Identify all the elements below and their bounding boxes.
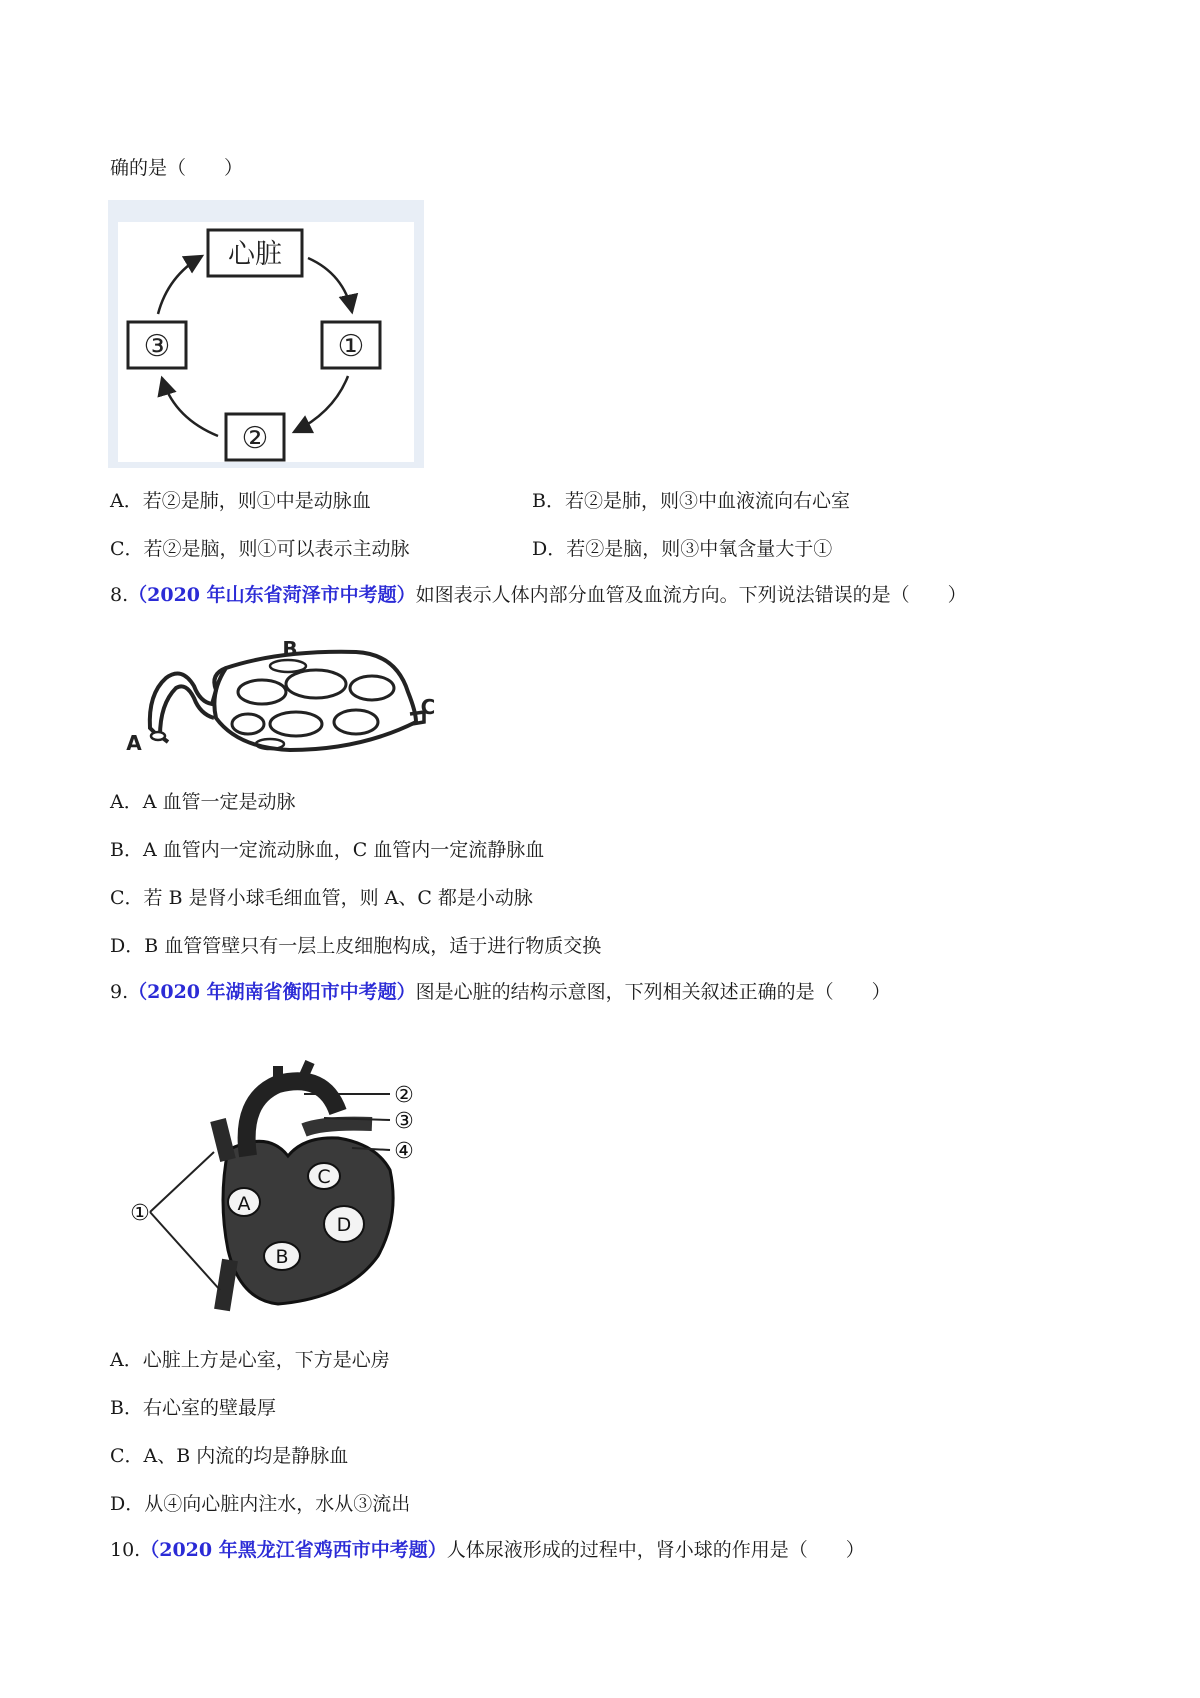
q9-option-d: D．从④向心脏内注水，水从③流出	[110, 1493, 411, 1515]
q9-label-d: D	[336, 1214, 352, 1236]
q9-option-b: B．右心室的壁最厚	[110, 1397, 276, 1419]
q9-num-2: ②	[394, 1083, 414, 1108]
q9-option-c: C．A、B 内流的均是静脉血	[110, 1445, 349, 1467]
q7-option-c: C．若②是脑，则①可以表示主动脉	[110, 538, 410, 560]
q8-stem	[110, 581, 967, 609]
q9-label-c: C	[317, 1166, 331, 1188]
q7-option-a: A．若②是肺，则①中是动脉血	[110, 490, 371, 512]
q8-option-a: A．A 血管一定是动脉	[110, 791, 296, 813]
q8-source: （2020 年山东省菏泽市中考题）	[128, 584, 416, 606]
q8-label-b: B	[282, 637, 298, 661]
q10-stem-text: 人体尿液形成的过程中，肾小球的作用是（ ）	[446, 1539, 865, 1561]
q10-source: （2020 年黑龙江省鸡西市中考题）	[140, 1539, 447, 1561]
q9-number: 9.	[110, 981, 129, 1003]
q8-option-c: C．若 B 是肾小球毛细血管，则 A、C 都是小动脉	[110, 887, 533, 909]
q8-vessel-figure	[120, 632, 440, 760]
q8-number: 8.	[110, 584, 129, 606]
q7-heart-label: 心脏	[228, 239, 282, 270]
q8-label-c: C	[420, 695, 436, 719]
q7-node-1: ①	[337, 329, 365, 364]
q7-node-3: ③	[143, 329, 171, 364]
q7-option-d: D．若②是脑，则③中氧含量大于①	[532, 538, 833, 560]
q9-heart-figure	[128, 1060, 428, 1320]
q9-num-4: ④	[394, 1139, 414, 1164]
q8-stem-text: 如图表示人体内部分血管及血流方向。下列说法错误的是（ ）	[415, 584, 967, 606]
q8-label-a: A	[126, 731, 142, 755]
q9-source: （2020 年湖南省衡阳市中考题）	[128, 981, 416, 1003]
q9-heart-outline	[223, 1138, 393, 1304]
q9-label-b: B	[275, 1246, 289, 1268]
q7-circulation-figure	[108, 200, 424, 468]
q9-stem-text: 图是心脏的结构示意图，下列相关叙述正确的是（ ）	[415, 981, 891, 1003]
q9-label-a: A	[237, 1193, 251, 1215]
q8-option-b: B．A 血管内一定流动脉血，C 血管内一定流静脉血	[110, 839, 545, 861]
q9-stem	[110, 978, 891, 1006]
q10-stem	[110, 1536, 865, 1564]
q7-stem-tail: 确的是（ ）	[110, 157, 244, 179]
q7-node-2: ②	[241, 421, 269, 456]
q9-num-1: ①	[130, 1201, 150, 1226]
q9-num-3: ③	[394, 1109, 414, 1134]
q10-number: 10.	[110, 1539, 141, 1561]
q7-option-b: B．若②是肺，则③中血液流向右心室	[532, 490, 850, 512]
q8-option-d: D．B 血管管壁只有一层上皮细胞构成，适于进行物质交换	[110, 935, 602, 957]
q9-option-a: A．心脏上方是心室，下方是心房	[110, 1349, 390, 1371]
